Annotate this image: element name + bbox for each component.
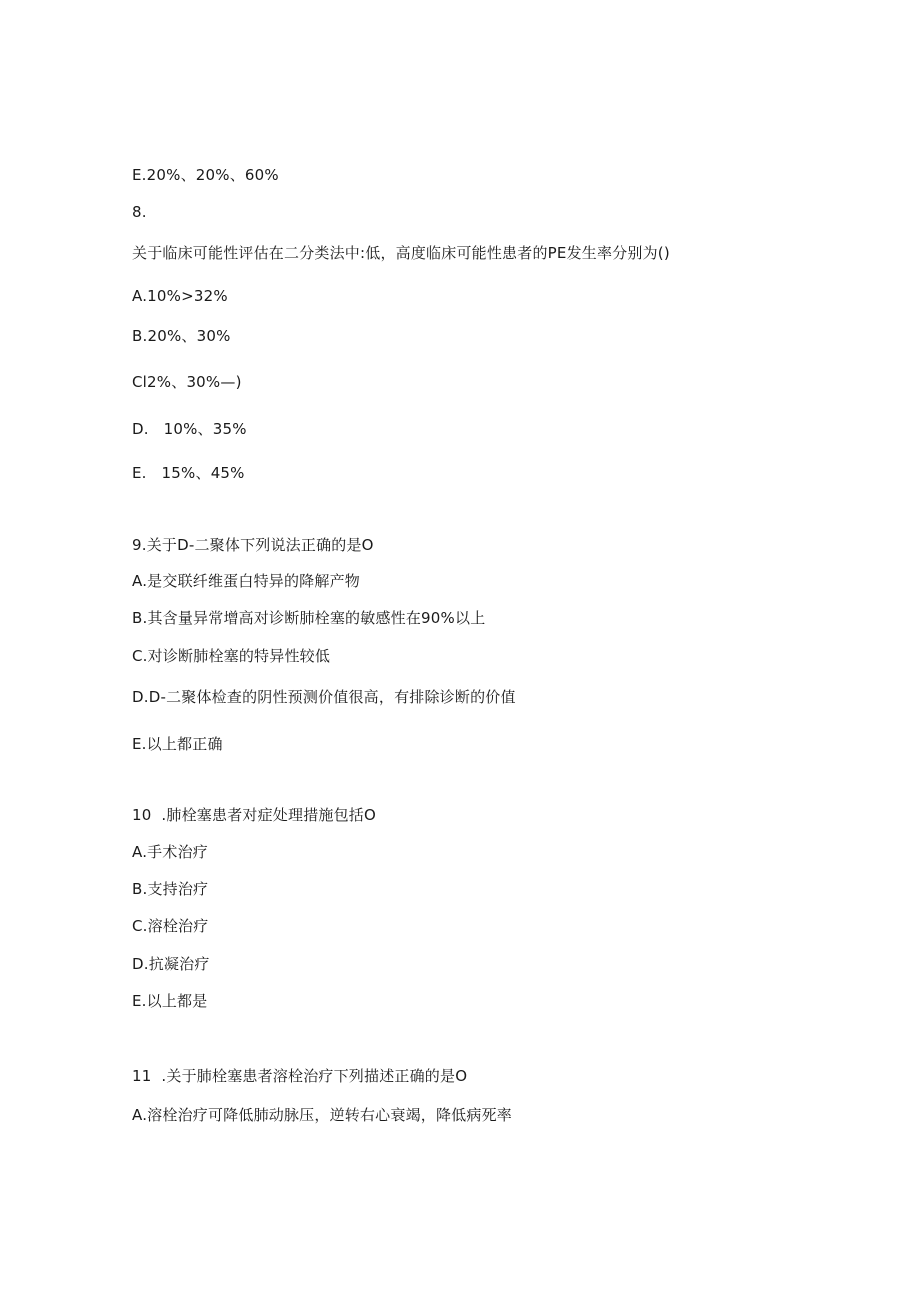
- q8-option-a: A.10%>32%: [132, 287, 228, 305]
- q8-option-d: D. 10%、35%: [132, 420, 247, 438]
- q9-option-e: E.以上都正确: [132, 735, 223, 753]
- q10-option-d: D.抗凝治疗: [132, 955, 210, 973]
- q10-option-a: A.手术治疗: [132, 843, 208, 861]
- q10-question: 10 .肺栓塞患者对症处理措施包括O: [132, 806, 376, 824]
- q9-question: 9.关于D-二聚体下列说法正确的是O: [132, 536, 374, 554]
- q10-option-b: B.支持治疗: [132, 880, 209, 898]
- q8-option-c: Cl2%、30%—): [132, 373, 242, 391]
- q9-option-c: C.对诊断肺栓塞的特异性较低: [132, 647, 331, 665]
- q10-option-c: C.溶栓治疗: [132, 917, 209, 935]
- q10-option-e: E.以上都是: [132, 992, 208, 1010]
- q9-option-b: B.其含量异常增高对诊断肺栓塞的敏感性在90%以上: [132, 609, 486, 627]
- q8-question: 关于临床可能性评估在二分类法中:低，高度临床可能性患者的PE发生率分别为(): [132, 244, 670, 262]
- q11-option-a: A.溶栓治疗可降低肺动脉压，逆转右心衰竭，降低病死率: [132, 1106, 512, 1124]
- q7-option-e: E.20%、20%、60%: [132, 166, 279, 184]
- q9-option-a: A.是交联纤维蛋白特异的降解产物: [132, 572, 360, 590]
- q8-number: 8.: [132, 203, 147, 221]
- q11-question: 11 .关于肺栓塞患者溶栓治疗下列描述正确的是O: [132, 1067, 468, 1085]
- q8-option-e: E. 15%、45%: [132, 464, 245, 482]
- q8-option-b: B.20%、30%: [132, 327, 231, 345]
- q9-option-d: D.D-二聚体检查的阴性预测价值很高，有排除诊断的价值: [132, 688, 516, 706]
